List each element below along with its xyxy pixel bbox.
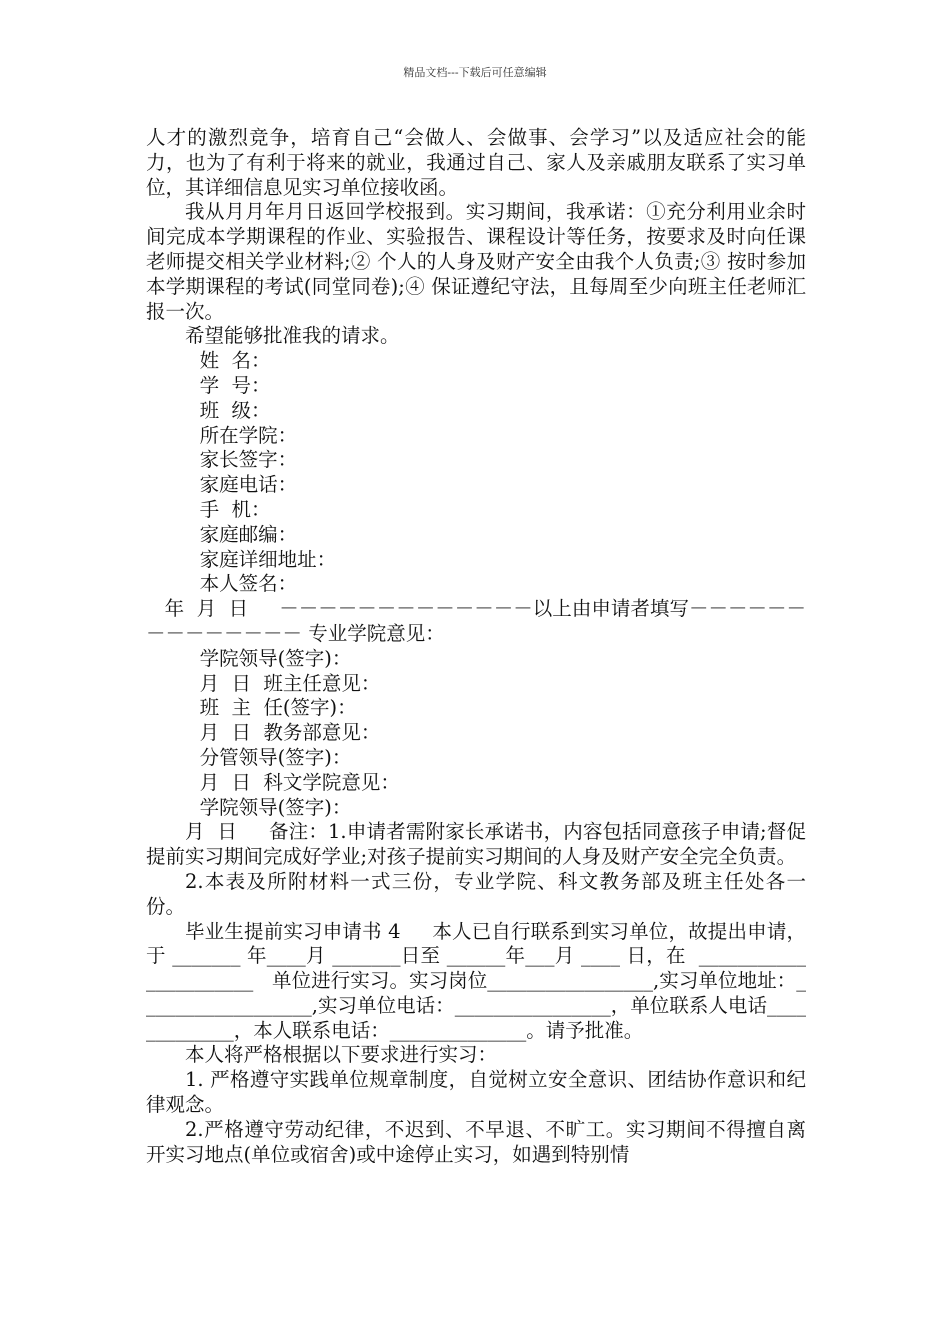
approval-class-teacher: 月 日 班主任意见： bbox=[199, 671, 381, 695]
approval-college-leader: 学院领导(签字)： bbox=[199, 646, 352, 670]
field-parent-signature: 家长签字： bbox=[199, 448, 298, 472]
paragraph-intro: 人才的激烈竞争，培育自己“会做人、会做事、会学习”以及适应社会的能力，也为了有利于将来的就业，我通过自己、家人及亲戚朋友联系了实习单位，其详细信息见实习单位接收函。 bbox=[146, 126, 806, 199]
document-body bbox=[146, 126, 806, 1167]
approval-kewen-college: 月 日 科文学院意见： bbox=[199, 770, 400, 794]
requirement-1: 1. 严格遵守实践单位规章制度，自觉树立安全意识、团结协作意识和纪律观念。 bbox=[146, 1068, 806, 1117]
field-name: 姓 名： bbox=[199, 349, 271, 373]
approval-academic-affairs: 月 日 教务部意见： bbox=[199, 721, 381, 745]
field-college: 所在学院： bbox=[199, 423, 298, 447]
field-class: 班 级： bbox=[199, 398, 271, 422]
note-1: 月 日 备注：1.申请者需附家长承诺书，内容包括同意孩子申请;督促提前实习期间完成好学业;对孩子提前实习期间的人身及财产安全完全负责。 bbox=[146, 820, 806, 869]
page-header: 精品文档---下载后可任意编辑 bbox=[403, 66, 547, 79]
approval-supervisor-signature: 分管领导(签字)： bbox=[199, 745, 352, 769]
field-postcode: 家庭邮编： bbox=[199, 522, 298, 546]
requirement-2: 2.严格遵守劳动纪律，不迟到、不早退、不旷工。实习期间不得擅自离开实习地点(单位或宿舍)或中途停止实习，如遇到特别情 bbox=[146, 1117, 806, 1166]
approval-college-leader-2: 学院领导(签字)： bbox=[199, 795, 352, 819]
field-applicant-signature: 本人签名： bbox=[199, 572, 298, 596]
note-2: 2.本表及所附材料一式三份，专业学院、科文教务部及班主任处各一份。 bbox=[146, 869, 806, 918]
application-4: 毕业生提前实习申请书 4 本人已自行联系到实习单位，故提出申请，于 _______ 年____月 _______日至 ______年___月 ____ 日，在 ______________________ 单位进行实习。实习岗位_________________,实习单位地址：__________________,实习单位电话：________________，单位联系人电话_____________，本人联系电话：______________。请予批准。 bbox=[146, 919, 806, 1042]
paragraph-request: 希望能够批准我的请求。 bbox=[185, 324, 400, 348]
paragraph-commitment: 我从月月年月日返回学校报到。实习期间，我承诺：①充分利用业余时间完成本学期课程的作业、实验报告、课程设计等任务，按要求及时向任课老师提交相关学业材料;② 个人的人身及财产安全由我个人负责;③ 按时参加本学期课程的考试(同堂同卷);④ 保证遵纪守法，且每周至少向班主任老师汇报一次。 bbox=[146, 200, 806, 323]
field-home-phone: 家庭电话： bbox=[199, 473, 298, 497]
divider-block: 年 月 日 －－－－－－－－－－－－－以上由申请者填写－－－－－－－－－－－－－－ 专业学院意见： bbox=[146, 597, 806, 645]
requirements-intro: 本人将严格根据以下要求进行实习： bbox=[185, 1043, 498, 1067]
field-mobile: 手 机： bbox=[199, 497, 271, 521]
field-student-id: 学 号： bbox=[199, 373, 271, 397]
field-address: 家庭详细地址： bbox=[199, 547, 337, 571]
approval-class-teacher-signature: 班 主 任(签字)： bbox=[199, 696, 357, 720]
